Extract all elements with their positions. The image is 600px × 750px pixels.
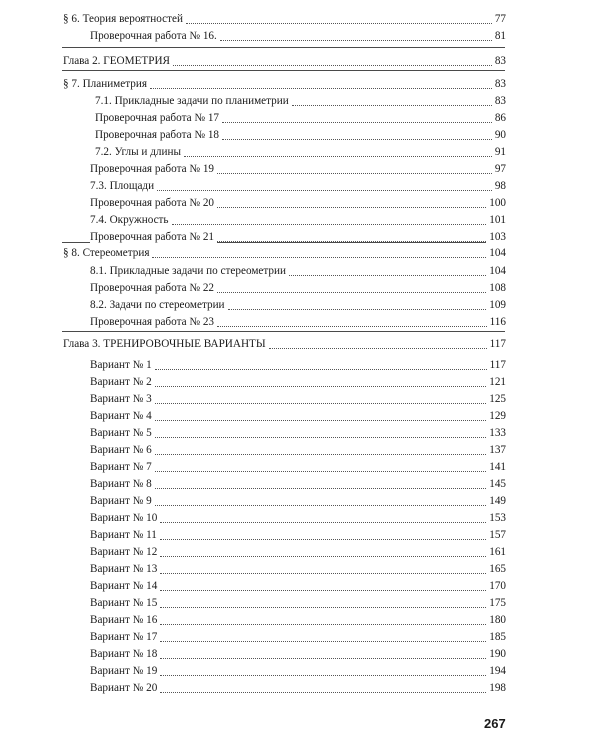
- toc-entry[interactable]: [0, 93, 600, 109]
- toc-entry-page: 153: [486, 510, 506, 526]
- dot-leader: [289, 275, 486, 276]
- toc-entry-title: Проверочная работа № 22: [90, 280, 217, 296]
- dot-leader: [155, 505, 486, 506]
- dot-leader: [160, 607, 486, 608]
- toc-entry-page: 198: [486, 680, 506, 696]
- section-divider: [62, 47, 505, 48]
- toc-entry[interactable]: [0, 127, 600, 143]
- toc-entry-page: 137: [486, 442, 506, 458]
- dot-leader: [160, 658, 486, 659]
- toc-entry-title: Вариант № 10: [90, 510, 160, 526]
- dot-leader: [228, 309, 486, 310]
- dot-leader: [186, 23, 492, 24]
- toc-entry-page: 86: [492, 110, 506, 126]
- dot-leader: [155, 403, 486, 404]
- toc-entry-page: 170: [486, 578, 506, 594]
- toc-entry[interactable]: [0, 263, 600, 279]
- dot-leader: [160, 675, 486, 676]
- toc-entry-page: 90: [492, 127, 506, 143]
- toc-entry-title: § 7. Планиметрия: [63, 76, 150, 92]
- toc-entry-page: 133: [486, 425, 506, 441]
- toc-entry-title: Вариант № 12: [90, 544, 160, 560]
- toc-entry-page: 101: [486, 212, 506, 228]
- toc-entry-page: 185: [486, 629, 506, 645]
- toc-entry[interactable]: [0, 391, 600, 407]
- toc-entry-title: Проверочная работа № 21: [90, 229, 217, 245]
- section-divider: [62, 70, 505, 71]
- toc-entry-title: § 8. Стереометрия: [63, 245, 152, 261]
- toc-entry-page: 98: [492, 178, 506, 194]
- toc-entry[interactable]: [0, 408, 600, 424]
- toc-entry-page: 104: [486, 263, 506, 279]
- toc-entry-page: 149: [486, 493, 506, 509]
- toc-entry[interactable]: [0, 280, 600, 296]
- dot-leader: [155, 369, 487, 370]
- toc-entry-title: Вариант № 7: [90, 459, 155, 475]
- dot-leader: [222, 122, 492, 123]
- toc-entry-page: 83: [492, 93, 506, 109]
- toc-entry-title: Проверочная работа № 17: [95, 110, 222, 126]
- toc-entry-title: Вариант № 3: [90, 391, 155, 407]
- toc-entry[interactable]: [0, 245, 600, 261]
- toc-entry[interactable]: [0, 527, 600, 543]
- toc-entry-page: 180: [486, 612, 506, 628]
- dot-leader: [217, 292, 486, 293]
- toc-entry-title: Проверочная работа № 20: [90, 195, 217, 211]
- toc-entry[interactable]: [0, 442, 600, 458]
- toc-entry-page: 83: [492, 53, 506, 69]
- toc-entry-page: 117: [487, 336, 506, 352]
- toc-entry-title: 8.1. Прикладные задачи по стереометрии: [90, 263, 289, 279]
- toc-entry-title: 7.3. Площади: [90, 178, 157, 194]
- dot-leader: [155, 471, 486, 472]
- toc-entry[interactable]: [0, 314, 600, 330]
- dot-leader: [160, 692, 486, 693]
- toc-entry[interactable]: [0, 144, 600, 160]
- toc-entry-title: Вариант № 19: [90, 663, 160, 679]
- dot-leader: [157, 190, 492, 191]
- toc-entry-page: 165: [486, 561, 506, 577]
- toc-entry-title: Вариант № 4: [90, 408, 155, 424]
- toc-entry-title: Глава 3. ТРЕНИРОВОЧНЫЕ ВАРИАНТЫ: [63, 336, 269, 352]
- toc-entry[interactable]: [0, 493, 600, 509]
- toc-entry[interactable]: [0, 561, 600, 577]
- toc-entry-page: 161: [486, 544, 506, 560]
- section-divider: [62, 331, 505, 332]
- toc-entry[interactable]: [0, 595, 600, 611]
- toc-entry[interactable]: [0, 336, 600, 352]
- toc-entry-page: 103: [486, 229, 506, 245]
- toc-entry-title: Проверочная работа № 19: [90, 161, 217, 177]
- toc-entry-page: 175: [486, 595, 506, 611]
- toc-entry[interactable]: [0, 374, 600, 390]
- toc-entry-title: Вариант № 6: [90, 442, 155, 458]
- dot-leader: [152, 257, 486, 258]
- toc-entry-title: Вариант № 15: [90, 595, 160, 611]
- toc-entry[interactable]: [0, 53, 600, 69]
- toc-entry[interactable]: [0, 578, 600, 594]
- dot-leader: [220, 40, 492, 41]
- dot-leader: [217, 173, 492, 174]
- toc-entry-page: 157: [486, 527, 506, 543]
- dot-leader: [269, 348, 487, 349]
- toc-entry[interactable]: [0, 680, 600, 696]
- toc-entry-title: Вариант № 2: [90, 374, 155, 390]
- toc-entry-title: Вариант № 20: [90, 680, 160, 696]
- toc-entry-title: § 6. Теория вероятностей: [63, 11, 186, 27]
- dot-leader: [155, 420, 486, 421]
- toc-entry-page: 108: [486, 280, 506, 296]
- toc-entry-page: 117: [487, 357, 506, 373]
- toc-entry-page: 129: [486, 408, 506, 424]
- toc-entry-title: Вариант № 1: [90, 357, 155, 373]
- toc-entry[interactable]: [0, 161, 600, 177]
- toc-entry-title: Проверочная работа № 23: [90, 314, 217, 330]
- toc-entry-page: 109: [486, 297, 506, 313]
- toc-entry-page: 77: [492, 11, 506, 27]
- toc-entry-title: Проверочная работа № 18: [95, 127, 222, 143]
- toc-entry-page: 121: [486, 374, 506, 390]
- dot-leader: [173, 65, 492, 66]
- dot-leader: [160, 641, 486, 642]
- toc-entry-page: 116: [487, 314, 506, 330]
- dot-leader: [160, 590, 486, 591]
- dot-leader: [292, 105, 492, 106]
- toc-entry[interactable]: [0, 178, 600, 194]
- dot-leader: [160, 573, 486, 574]
- toc-entry[interactable]: [0, 357, 600, 373]
- toc-entry[interactable]: [0, 297, 600, 313]
- toc-entry[interactable]: [0, 544, 600, 560]
- toc-entry-page: 145: [486, 476, 506, 492]
- toc-entry[interactable]: [0, 195, 600, 211]
- toc-entry-title: Вариант № 14: [90, 578, 160, 594]
- dot-leader: [217, 207, 486, 208]
- toc-entry-title: Вариант № 11: [90, 527, 160, 543]
- dot-leader: [217, 241, 486, 242]
- toc-entry[interactable]: [0, 110, 600, 126]
- dot-leader: [155, 488, 486, 489]
- toc-entry-title: Вариант № 17: [90, 629, 160, 645]
- toc-entry-page: 91: [492, 144, 506, 160]
- toc-entry-title: 7.4. Окружность: [90, 212, 172, 228]
- toc-entry-title: 7.2. Углы и длины: [95, 144, 184, 160]
- toc-entry-page: 100: [486, 195, 506, 211]
- dot-leader: [160, 624, 486, 625]
- toc-entry-title: Вариант № 5: [90, 425, 155, 441]
- toc-entry-page: 104: [486, 245, 506, 261]
- toc-entry-page: 141: [486, 459, 506, 475]
- page-number: 267: [484, 716, 506, 731]
- dot-leader: [155, 386, 486, 387]
- toc-entry-page: 194: [486, 663, 506, 679]
- toc-entry-title: 8.2. Задачи по стереометрии: [90, 297, 228, 313]
- toc-entry[interactable]: [0, 629, 600, 645]
- toc-entry-page: 83: [492, 76, 506, 92]
- toc-entry-title: Вариант № 18: [90, 646, 160, 662]
- toc-entry[interactable]: [0, 612, 600, 628]
- toc-entry-title: Вариант № 16: [90, 612, 160, 628]
- dot-leader: [160, 522, 486, 523]
- toc-entry[interactable]: [0, 476, 600, 492]
- toc-entry[interactable]: [0, 11, 600, 27]
- toc-entry[interactable]: [0, 212, 600, 228]
- toc-entry-page: 190: [486, 646, 506, 662]
- dot-leader: [150, 88, 492, 89]
- toc-entry[interactable]: [0, 510, 600, 526]
- toc-entry[interactable]: [0, 76, 600, 92]
- toc-entry-page: 81: [492, 28, 506, 44]
- dot-leader: [184, 156, 492, 157]
- toc-entry-title: 7.1. Прикладные задачи по планиметрии: [95, 93, 292, 109]
- toc-entry-title: Вариант № 13: [90, 561, 160, 577]
- toc-entry-title: Глава 2. ГЕОМЕТРИЯ: [63, 53, 173, 69]
- dot-leader: [222, 139, 492, 140]
- dot-leader: [160, 556, 486, 557]
- toc-entry-page: 125: [486, 391, 506, 407]
- toc-entry[interactable]: [0, 459, 600, 475]
- dot-leader: [217, 326, 487, 327]
- dot-leader: [155, 437, 486, 438]
- toc-entry-title: Проверочная работа № 16.: [90, 28, 220, 44]
- toc-entry[interactable]: [0, 425, 600, 441]
- toc-entry-page: 97: [492, 161, 506, 177]
- toc-entry[interactable]: [0, 663, 600, 679]
- toc-entry[interactable]: [0, 646, 600, 662]
- toc-entry-title: Вариант № 9: [90, 493, 155, 509]
- dot-leader: [172, 224, 486, 225]
- dot-leader: [160, 539, 486, 540]
- toc-entry[interactable]: [0, 28, 600, 44]
- dot-leader: [155, 454, 486, 455]
- toc-entry-title: Вариант № 8: [90, 476, 155, 492]
